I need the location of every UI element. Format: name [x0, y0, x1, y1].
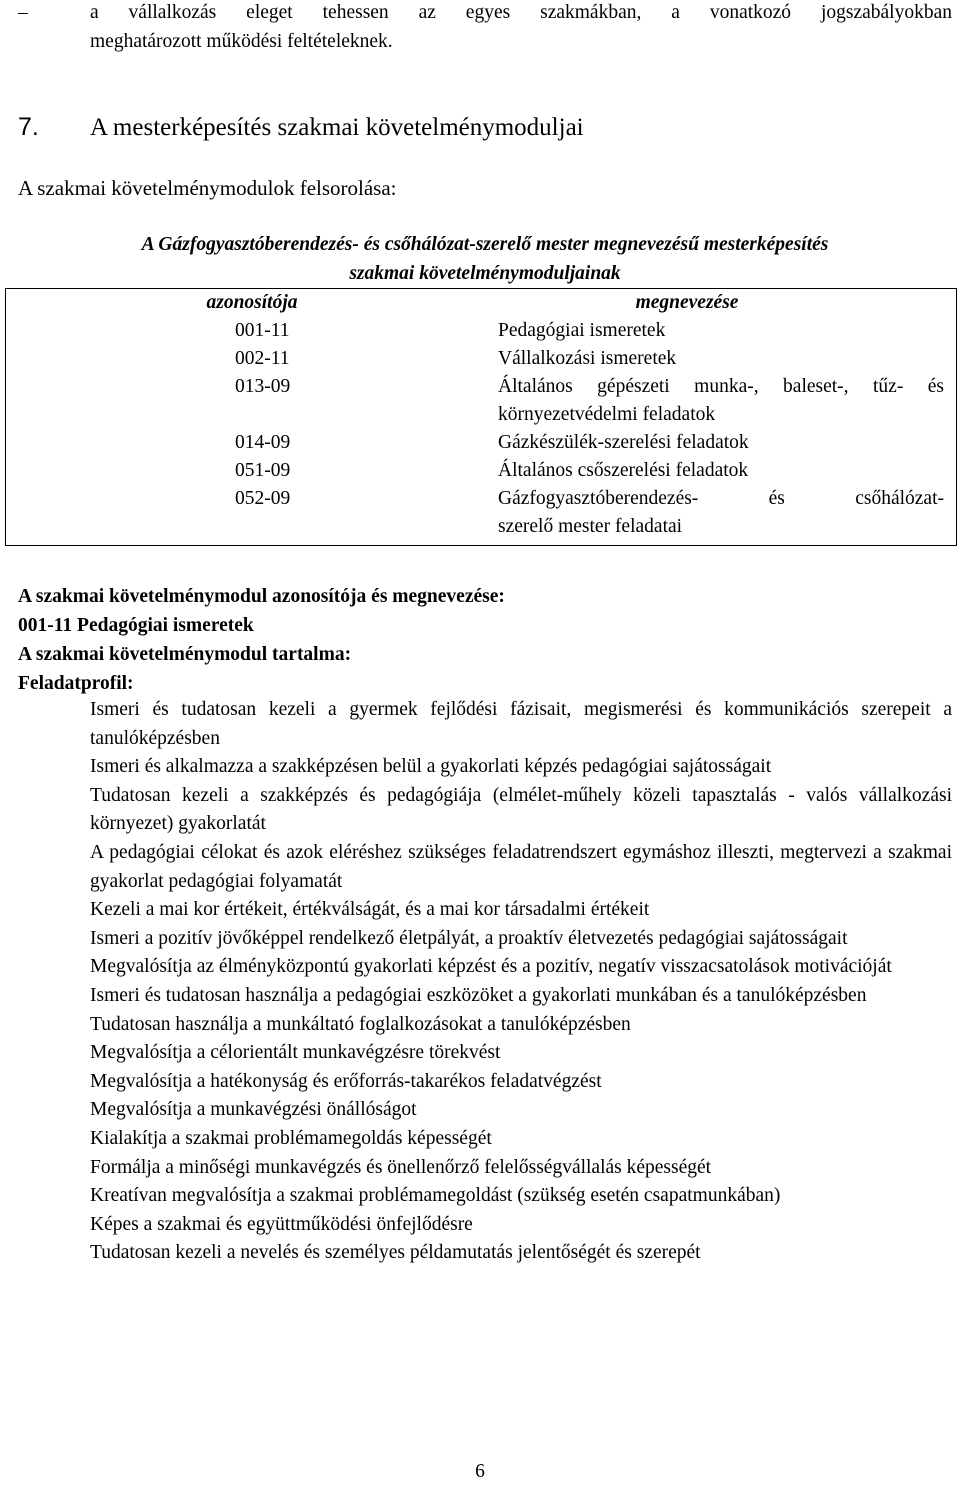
module-info — [18, 582, 505, 698]
module-name-line: Pedagógiai ismeretek — [498, 320, 666, 341]
list-item: Kezeli a mai kor értékeit, értékválságát, és a mai kor társadalmi értékeit — [90, 899, 650, 921]
list-item: Tudatosan használja a munkáltató foglalkozásokat a tanulóképzésben — [90, 1013, 631, 1035]
module-name — [498, 457, 957, 485]
module-name-line: szerelő mester feladatai — [498, 516, 683, 537]
module-id-value: 001-11 Pedagógiai ismeretek — [18, 615, 254, 636]
module-name — [498, 373, 957, 429]
section-title: A mesterképesítés szakmai követelménymoduljai — [90, 114, 584, 141]
table-row — [6, 457, 957, 485]
module-name-line: Általános gépészeti munka-, baleset-, tűz- és — [498, 376, 944, 397]
modules-table-caption — [18, 230, 952, 288]
list-item: A pedagógiai célokat és azok eléréshez szükséges feladatrendszert egymáshoz illeszti, megtervezi a szakmai gyakorlat pedagógiai folyamatát — [90, 841, 952, 892]
module-name-line: Általános csőszerelési feladatok — [498, 460, 749, 481]
list-item: Tudatosan kezeli a nevelés és személyes példamutatás jelentőségét és szerepét — [90, 1242, 701, 1264]
table-row — [6, 485, 957, 546]
module-code: 051-09 — [235, 460, 291, 481]
module-name — [498, 345, 957, 373]
module-name — [498, 429, 957, 457]
module-name-line: környezetvédelmi feladatok — [498, 404, 716, 425]
module-name-line: Gázkészülék-szerelési feladatok — [498, 432, 749, 453]
list-item: Tudatosan kezeli a szakképzés és pedagógiája (elmélet-műhely közeli tapasztalás - valós vállalkozási környezet) gyakorlatát — [90, 784, 952, 835]
header-code: azonosítója — [206, 292, 298, 313]
list-item: Ismeri a pozitív jövőképpel rendelkező életpályát, a proaktív életvezetés pedagógiai sajátosságait — [90, 927, 848, 949]
module-code: 052-09 — [235, 488, 291, 509]
table-caption-line-1: A Gázfogyasztóberendezés- és csőhálózat-szerelő mester megnevezésű mesterképesítés — [141, 234, 829, 255]
list-item: Megvalósítja a munkavégzési önállóságot — [90, 1099, 417, 1121]
header-name: megnevezése — [635, 292, 739, 313]
intro-bullet-text — [90, 0, 952, 56]
module-code: 002-11 — [235, 348, 290, 369]
module-code: 001-11 — [235, 320, 290, 341]
module-code: 014-09 — [235, 432, 291, 453]
task-profile-list — [90, 696, 952, 1268]
table-header-row — [6, 289, 957, 318]
list-item: Kreatívan megvalósítja a szakmai problémamegoldást (szükség esetén csapatmunkában) — [90, 1185, 781, 1207]
list-item: Megvalósítja a célorientált munkavégzésre törekvést — [90, 1042, 501, 1064]
module-code: 013-09 — [235, 376, 291, 397]
page-number: 6 — [475, 1461, 485, 1482]
list-item: Képes a szakmai és együttműködési önfejlődésre — [90, 1213, 473, 1235]
bullet-dash: – — [18, 2, 28, 23]
section-number: 7. — [18, 113, 39, 141]
module-name-line: Gázfogyasztóberendezés- és csőhálózat- — [498, 488, 944, 509]
list-item: Megvalósítja az élményközpontú gyakorlati képzést és a pozitív, negatív visszacsatolások motivációját — [90, 956, 892, 978]
module-name-line: Vállalkozási ismeretek — [498, 348, 677, 369]
modules-table — [5, 288, 957, 546]
list-item: Megvalósítja a hatékonyság és erőforrás-takarékos feladatvégzést — [90, 1070, 602, 1092]
list-item: Kialakítja a szakmai problémamegoldás képességét — [90, 1127, 492, 1149]
list-item: Ismeri és tudatosan használja a pedagógiai eszközöket a gyakorlati munkában és a tanulóképzésben — [90, 984, 867, 1006]
list-item: Ismeri és alkalmazza a szakképzésen belül a gyakorlati képzés pedagógiai sajátosságait — [90, 756, 772, 778]
module-id-label: A szakmai követelménymodul azonosítója és megnevezése: — [18, 586, 505, 607]
table-caption-line-2: szakmai követelménymoduljainak — [349, 263, 621, 284]
module-content-label: A szakmai követelménymodul tartalma: — [18, 644, 352, 665]
module-name — [498, 485, 957, 546]
table-row — [6, 317, 957, 345]
table-row — [6, 345, 957, 373]
task-profile-label: Feladatprofil: — [18, 673, 134, 694]
intro-bullet — [18, 0, 952, 56]
section-heading — [18, 110, 584, 145]
intro-bullet-line-1: a vállalkozás eleget tehessen az egyes szakmákban, a vonatkozó jogszabályokban — [90, 2, 952, 23]
modules-list-intro: A szakmai követelménymodulok felsorolása: — [18, 176, 397, 200]
module-name — [498, 317, 957, 345]
intro-bullet-line-2: meghatározott működési feltételeknek. — [90, 31, 393, 52]
table-row — [6, 429, 957, 457]
list-item: Ismeri és tudatosan kezeli a gyermek fejlődési fázisait, megismerési és kommunikációs szerepeit a tanulóképzésben — [90, 699, 952, 749]
table-row — [6, 373, 957, 429]
list-item: Formálja a minőségi munkavégzés és önellenőrző felelősségvállalás képességét — [90, 1156, 712, 1178]
